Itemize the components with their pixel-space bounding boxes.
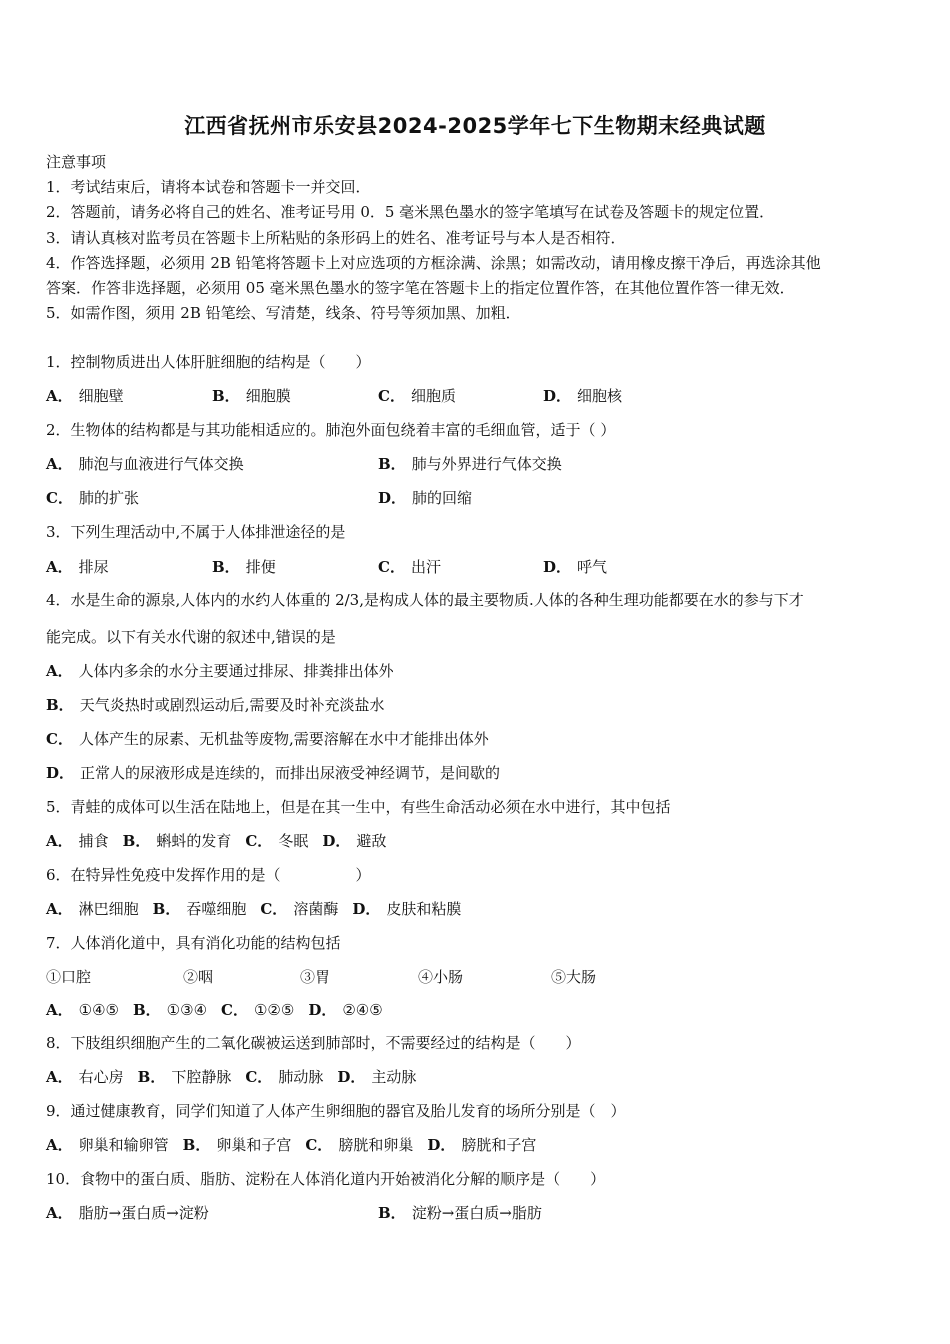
structure-item: ③胃 xyxy=(300,968,331,986)
option-a: A． 细胞壁 xyxy=(46,387,124,405)
option-d-text: 膀胱和子宫 xyxy=(461,1136,537,1154)
question-stem: 6．在特异性免疫中发挥作用的是（ ） xyxy=(46,866,371,884)
option-a-text: 淋巴细胞 xyxy=(78,900,139,918)
option-b-text: ①③④ xyxy=(166,1001,208,1019)
notice-item: 5．如需作图，须用 2B 铅笔绘、写清楚，线条、符号等须加黑、加粗． xyxy=(46,304,521,322)
question-stem: 4．水是生命的源泉,人体内的水约人体重的 2/3,是构成人体的最主要物质.人体的各种生理功能都要在水的参与下才 xyxy=(46,591,804,609)
option-c-text: 膀胱和卵巢 xyxy=(338,1136,414,1154)
options-row xyxy=(46,1135,536,1155)
option-b-text: 下腔静脉 xyxy=(171,1068,232,1086)
notice-item: 答案．作答非选择题，必须用 05 毫米黑色墨水的签字笔在答题卡上的指定位置作答，在其他位置作答一律无效． xyxy=(46,279,795,297)
page-title: 江西省抚州市乐安县2024-2025学年七下生物期末经典试题 xyxy=(184,114,766,138)
options-row xyxy=(46,1067,416,1087)
option-c: C． 肺的扩张 xyxy=(46,489,139,507)
option-a: A． 肺泡与血液进行气体交换 xyxy=(46,455,244,473)
option-c: C． 出汗 xyxy=(378,558,441,576)
structure-item: ④小肠 xyxy=(418,968,464,986)
option-b: B． 细胞膜 xyxy=(212,387,291,405)
option-b-label: B． xyxy=(137,1068,166,1086)
option-d-text: 皮肤和粘膜 xyxy=(386,900,462,918)
option-b-label: B． xyxy=(182,1136,211,1154)
option-c-label: C． xyxy=(260,900,288,918)
option-c: C． 细胞质 xyxy=(378,387,456,405)
option-b: B． 天气炎热时或剧烈运动后,需要及时补充淡盐水 xyxy=(46,696,385,714)
question-stem: 5．青蛙的成体可以生活在陆地上，但是在其一生中，有些生命活动必须在水中进行，其中包括 xyxy=(46,798,671,816)
option-c-text: 冬眠 xyxy=(278,832,309,850)
option-d-text: 主动脉 xyxy=(371,1068,417,1086)
question-stem: 9．通过健康教育，同学们知道了人体产生卵细胞的器官及胎儿发育的场所分别是（ ） xyxy=(46,1102,626,1120)
option-a: A． 人体内多余的水分主要通过排尿、排粪排出体外 xyxy=(46,662,394,680)
option-d-label: D． xyxy=(308,1001,337,1019)
options-row xyxy=(46,899,461,919)
question-stem-continued: 能完成。以下有关水代谢的叙述中,错误的是 xyxy=(46,628,336,646)
option-d-label: D． xyxy=(352,900,381,918)
option-a-text: 卵巢和输卵管 xyxy=(78,1136,169,1154)
option-a: A． 排尿 xyxy=(46,558,109,576)
option-d: D． 呼气 xyxy=(543,558,608,576)
option-d-label: D． xyxy=(337,1068,366,1086)
option-c-text: ①②⑤ xyxy=(253,1001,295,1019)
option-d-label: D． xyxy=(427,1136,456,1154)
structure-item: ①口腔 xyxy=(46,968,92,986)
option-b-text: 卵巢和子宫 xyxy=(216,1136,292,1154)
option-d-label: D． xyxy=(322,832,351,850)
option-a-label: A． xyxy=(46,1001,73,1019)
option-d: D． 细胞核 xyxy=(543,387,623,405)
option-b-text: 蝌蚪的发育 xyxy=(156,832,232,850)
notice-item: 3．请认真核对监考员在答题卡上所粘贴的条形码上的姓名、准考证号与本人是否相符． xyxy=(46,229,626,247)
option-d: D． 肺的回缩 xyxy=(378,489,473,507)
option-b-text: 吞噬细胞 xyxy=(186,900,247,918)
structure-item: ⑤大肠 xyxy=(551,968,597,986)
option-c: C． 人体产生的尿素、无机盐等废物,需要溶解在水中才能排出体外 xyxy=(46,730,489,748)
option-c-text: 溶菌酶 xyxy=(293,900,339,918)
option-a-label: A． xyxy=(46,1136,73,1154)
options-row xyxy=(46,1000,383,1020)
option-d-text: 避敌 xyxy=(356,832,387,850)
option-c-label: C． xyxy=(245,1068,273,1086)
option-a: A． 脂肪→蛋白质→淀粉 xyxy=(46,1204,209,1222)
notice-item: 2．答题前，请务必将自己的姓名、准考证号用 0．5 毫米黑色墨水的签字笔填写在试卷及答题卡的规定位置． xyxy=(46,203,775,221)
question-stem: 3．下列生理活动中,不属于人体排泄途径的是 xyxy=(46,523,346,541)
option-b: B． 排便 xyxy=(212,558,276,576)
structure-item: ②咽 xyxy=(183,968,214,986)
option-c-label: C． xyxy=(221,1001,248,1019)
option-d: D． 正常人的尿液形成是连续的，而排出尿液受神经调节，是间歇的 xyxy=(46,764,501,782)
option-b-label: B． xyxy=(122,832,151,850)
option-a-text: 捕食 xyxy=(78,832,109,850)
option-b: B． 淀粉→蛋白质→脂肪 xyxy=(378,1204,542,1222)
question-stem: 7．人体消化道中，具有消化功能的结构包括 xyxy=(46,934,341,952)
option-d-text: ②④⑤ xyxy=(342,1001,383,1019)
option-c-text: 肺动脉 xyxy=(278,1068,324,1086)
option-b-label: B． xyxy=(132,1001,161,1019)
option-a-label: A． xyxy=(46,832,73,850)
option-a-label: A． xyxy=(46,1068,73,1086)
option-c-label: C． xyxy=(305,1136,333,1154)
question-stem: 8．下肢组织细胞产生的二氧化碳被运送到肺部时，不需要经过的结构是（ ） xyxy=(46,1034,581,1052)
notice-item: 4．作答选择题，必须用 2B 铅笔将答题卡上对应选项的方框涂满、涂黑；如需改动，请用橡皮擦干净后，再选涂其他 xyxy=(46,254,821,272)
option-b: B． 肺与外界进行气体交换 xyxy=(378,455,562,473)
question-stem: 10．食物中的蛋白质、脂肪、淀粉在人体消化道内开始被消化分解的顺序是（ ） xyxy=(46,1170,606,1188)
option-b-label: B． xyxy=(152,900,181,918)
options-row xyxy=(46,831,386,851)
option-c-label: C． xyxy=(245,832,273,850)
option-a-text: ①④⑤ xyxy=(78,1001,119,1019)
option-a-text: 右心房 xyxy=(78,1068,124,1086)
notice-heading: 注意事项 xyxy=(46,153,107,171)
option-a-label: A． xyxy=(46,900,73,918)
question-stem: 1．控制物质进出人体肝脏细胞的结构是（ ） xyxy=(46,353,371,371)
notice-item: 1．考试结束后，请将本试卷和答题卡一并交回． xyxy=(46,178,371,196)
question-stem: 2．生物体的结构都是与其功能相适应的。肺泡外面包绕着丰富的毛细血管，适于（ ） xyxy=(46,421,616,439)
